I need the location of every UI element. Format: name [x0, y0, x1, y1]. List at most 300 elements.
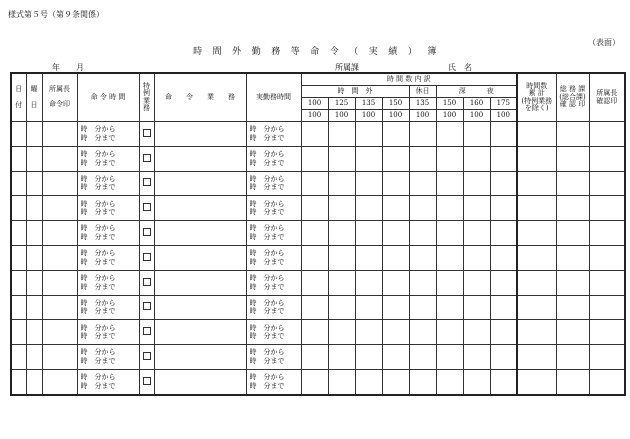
special-work-checkbox[interactable] [143, 129, 151, 137]
entry-cell[interactable] [589, 295, 625, 320]
entry-cell[interactable] [409, 345, 436, 370]
special-work-checkbox[interactable] [143, 154, 151, 162]
entry-cell[interactable] [490, 196, 517, 221]
time-from-label: 時 分から [249, 298, 285, 307]
entry-cell[interactable] [490, 320, 517, 345]
time-to-label: 時 分まで [249, 357, 285, 366]
order-time-cell[interactable] [77, 295, 139, 320]
time-from-label: 時 分から [80, 373, 116, 382]
table-row [11, 171, 625, 196]
entry-cell[interactable] [409, 146, 436, 171]
entry-cell[interactable] [154, 320, 246, 345]
overtime-header: 時 間 外 [301, 86, 409, 98]
entry-cell[interactable] [355, 369, 382, 394]
title-char: 時 [193, 47, 203, 57]
entry-cell[interactable] [490, 270, 517, 295]
time-to-label: 時 分まで [249, 282, 285, 291]
entry-cell[interactable] [26, 270, 42, 295]
form-number: 様式第５号（第９条関係） [8, 10, 104, 19]
title-char: （ [349, 47, 359, 57]
entry-cell[interactable] [301, 369, 328, 394]
table-row [11, 320, 625, 345]
entry-cell[interactable] [42, 196, 77, 221]
entry-cell[interactable] [556, 369, 589, 394]
time-from-label: 時 分から [249, 125, 285, 134]
actual-time-cell[interactable] [246, 245, 301, 270]
entry-cell[interactable] [463, 369, 490, 394]
entry-cell[interactable] [517, 320, 556, 345]
special-work-checkbox[interactable] [143, 178, 151, 186]
special-work-header [139, 73, 154, 122]
entry-cell[interactable] [589, 270, 625, 295]
time-to-label: 時 分まで [80, 183, 116, 192]
actual-time-cell[interactable] [246, 146, 301, 171]
entry-cell[interactable] [436, 270, 463, 295]
entry-cell[interactable] [301, 270, 328, 295]
entry-cell[interactable] [11, 270, 26, 295]
time-to-label: 時 分まで [80, 257, 116, 266]
entry-cell[interactable] [436, 146, 463, 171]
entry-cell[interactable] [42, 171, 77, 196]
entry-cell[interactable] [463, 270, 490, 295]
entry-cell[interactable] [556, 196, 589, 221]
entry-cell[interactable] [556, 171, 589, 196]
entry-cell[interactable] [355, 221, 382, 246]
entry-cell[interactable] [409, 171, 436, 196]
entry-cell[interactable] [42, 345, 77, 370]
entry-cell[interactable] [463, 171, 490, 196]
entry-cell[interactable] [490, 171, 517, 196]
time-to-label: 時 分まで [80, 357, 116, 366]
title-char: ） [407, 47, 418, 57]
rate-cell: 100 [463, 110, 490, 122]
entry-cell[interactable] [42, 295, 77, 320]
entry-cell[interactable] [382, 320, 409, 345]
order-time-cell[interactable] [77, 171, 139, 196]
entry-cell[interactable] [589, 320, 625, 345]
entry-cell[interactable] [409, 320, 436, 345]
entry-cell[interactable] [26, 122, 42, 147]
entry-cell[interactable] [463, 221, 490, 246]
entry-cell[interactable] [11, 295, 26, 320]
chief_confirm-line: 確認印 [596, 96, 618, 105]
entry-cell[interactable] [409, 295, 436, 320]
actual-time-cell[interactable] [246, 122, 301, 147]
order-time-cell[interactable] [77, 270, 139, 295]
entry-cell[interactable] [589, 146, 625, 171]
title-char: 実 [368, 47, 379, 57]
special-work-checkbox-cell[interactable] [139, 245, 154, 270]
entry-cell[interactable] [589, 345, 625, 370]
rate-cell: 135 [355, 98, 382, 110]
entry-cell[interactable] [382, 345, 409, 370]
entry-cell[interactable] [556, 122, 589, 147]
entry-cell[interactable] [556, 146, 589, 171]
general-line: 確 認 印 [559, 100, 586, 109]
table-row [11, 295, 625, 320]
entry-cell[interactable] [42, 320, 77, 345]
entry-cell[interactable] [355, 245, 382, 270]
entry-cell[interactable] [355, 196, 382, 221]
special-work-checkbox-cell[interactable] [139, 196, 154, 221]
entry-cell[interactable] [154, 295, 246, 320]
entry-cell[interactable] [409, 245, 436, 270]
entry-cell[interactable] [328, 122, 355, 147]
entry-cell[interactable] [490, 345, 517, 370]
entry-cell[interactable] [382, 295, 409, 320]
total-line: 時間数 [526, 81, 548, 90]
entry-cell[interactable] [490, 146, 517, 171]
chief-confirm-seal-header [589, 73, 625, 122]
entry-cell[interactable] [490, 245, 517, 270]
time-from-label: 時 分から [80, 149, 116, 158]
special-work-checkbox[interactable] [143, 203, 151, 211]
entry-cell[interactable] [26, 320, 42, 345]
order-time-cell[interactable] [77, 221, 139, 246]
actual-time-cell[interactable] [246, 196, 301, 221]
order-time-cell[interactable] [77, 320, 139, 345]
entry-cell[interactable] [301, 320, 328, 345]
entry-cell[interactable] [26, 345, 42, 370]
order-work-header: 命 令 業 務 [154, 73, 246, 122]
entry-cell[interactable] [556, 295, 589, 320]
time-to-label: 時 分まで [249, 158, 285, 167]
time-from-label: 時 分から [80, 125, 116, 134]
side-label: （表面） [588, 38, 620, 47]
entry-cell[interactable] [355, 295, 382, 320]
table-row [11, 245, 625, 270]
actual-time-cell[interactable] [246, 295, 301, 320]
special-work-checkbox[interactable] [143, 253, 151, 261]
time-to-label: 時 分まで [80, 381, 116, 390]
entry-cell[interactable] [517, 146, 556, 171]
entry-cell[interactable] [26, 221, 42, 246]
entry-cell[interactable] [26, 245, 42, 270]
actual-time-cell[interactable] [246, 320, 301, 345]
entry-cell[interactable] [154, 245, 246, 270]
entry-cell[interactable] [517, 295, 556, 320]
special-work-checkbox-cell[interactable] [139, 122, 154, 147]
month-label: 月 [76, 63, 84, 72]
special-work-checkbox-cell[interactable] [139, 221, 154, 246]
actual-time-cell[interactable] [246, 270, 301, 295]
entry-cell[interactable] [556, 345, 589, 370]
special-work-checkbox[interactable] [143, 327, 151, 335]
entry-cell[interactable] [589, 221, 625, 246]
order-time-header: 命 令 時 間 [77, 73, 139, 122]
special-work-checkbox[interactable] [143, 377, 151, 385]
day-of-week-header: 曜 日 [26, 73, 42, 122]
entry-cell[interactable] [154, 369, 246, 394]
entry-cell[interactable] [42, 221, 77, 246]
overtime-record-table [10, 72, 626, 396]
time-to-label: 時 分まで [249, 257, 285, 266]
time-from-label: 時 分から [80, 323, 116, 332]
entry-cell[interactable] [517, 196, 556, 221]
entry-cell[interactable] [382, 171, 409, 196]
entry-cell[interactable] [589, 369, 625, 394]
entry-cell[interactable] [42, 270, 77, 295]
entry-cell[interactable] [589, 171, 625, 196]
entry-cell[interactable] [355, 171, 382, 196]
entry-cell[interactable] [436, 345, 463, 370]
entry-cell[interactable] [328, 295, 355, 320]
time-from-label: 時 分から [249, 224, 285, 233]
time-to-label: 時 分まで [249, 208, 285, 217]
table-row [11, 196, 625, 221]
table-row [11, 270, 625, 295]
entry-cell[interactable] [556, 320, 589, 345]
rate-cell: 100 [436, 110, 463, 122]
rate-cell: 125 [328, 98, 355, 110]
entry-cell[interactable] [26, 146, 42, 171]
hours-breakdown-header: 時 間 数 内 訳 [301, 73, 517, 86]
rate-cell: 100 [355, 110, 382, 122]
entry-cell[interactable] [328, 369, 355, 394]
time-from-label: 時 分から [249, 373, 285, 382]
entry-cell[interactable] [328, 221, 355, 246]
title-char: 勤 [251, 47, 262, 57]
entry-cell[interactable] [382, 196, 409, 221]
cumulative-hours-header [517, 73, 556, 122]
entry-cell[interactable] [11, 146, 26, 171]
entry-cell[interactable] [556, 270, 589, 295]
entry-cell[interactable] [328, 320, 355, 345]
order-time-cell[interactable] [77, 122, 139, 147]
special-work-checkbox-cell[interactable] [139, 171, 154, 196]
table-row [11, 221, 625, 246]
special-work-checkbox[interactable] [143, 228, 151, 236]
entry-cell[interactable] [409, 369, 436, 394]
entry-cell[interactable] [328, 270, 355, 295]
entry-cell[interactable] [463, 122, 490, 147]
entry-cell[interactable] [11, 369, 26, 394]
time-to-label: 時 分まで [249, 133, 285, 142]
entry-cell[interactable] [355, 345, 382, 370]
entry-cell[interactable] [589, 196, 625, 221]
entry-cell[interactable] [436, 245, 463, 270]
entry-cell[interactable] [301, 122, 328, 147]
entry-cell[interactable] [154, 221, 246, 246]
entry-cell[interactable] [328, 196, 355, 221]
title-char: 間 [212, 47, 223, 57]
entry-cell[interactable] [517, 369, 556, 394]
year-label: 年 [52, 63, 60, 72]
entry-cell[interactable] [463, 196, 490, 221]
actual-time-cell[interactable] [246, 345, 301, 370]
rate-cell: 175 [490, 98, 517, 110]
entry-cell[interactable] [154, 171, 246, 196]
entry-cell[interactable] [154, 196, 246, 221]
actual-time-cell[interactable] [246, 221, 301, 246]
rate-cell: 100 [301, 110, 328, 122]
entry-cell[interactable] [517, 245, 556, 270]
dept-label: 所属課 [335, 63, 359, 72]
holiday-header: 休日 [409, 86, 436, 98]
time-to-label: 時 分まで [249, 233, 285, 242]
entry-cell[interactable] [301, 171, 328, 196]
table-row [11, 345, 625, 370]
rate-cell: 100 [328, 110, 355, 122]
time-from-label: 時 分から [249, 249, 285, 258]
time-from-label: 時 分から [249, 149, 285, 158]
entry-cell[interactable] [490, 221, 517, 246]
entry-cell[interactable] [42, 369, 77, 394]
total-line: 累 計 [528, 89, 545, 98]
entry-cell[interactable] [328, 171, 355, 196]
entry-cell[interactable] [490, 122, 517, 147]
entry-cell[interactable] [328, 146, 355, 171]
entry-cell[interactable] [517, 122, 556, 147]
special-work-checkbox-cell[interactable] [139, 270, 154, 295]
entry-cell[interactable] [463, 345, 490, 370]
title-char: 簿 [427, 47, 437, 57]
actual-time-cell[interactable] [246, 369, 301, 394]
order-time-cell[interactable] [77, 245, 139, 270]
entry-cell[interactable] [26, 295, 42, 320]
entry-cell[interactable] [463, 245, 490, 270]
total-line: (特例業務 [521, 96, 553, 105]
rate-cell: 100 [382, 110, 409, 122]
time-from-label: 時 分から [249, 323, 285, 332]
entry-cell[interactable] [11, 196, 26, 221]
time-to-label: 時 分まで [80, 233, 116, 242]
entry-cell[interactable] [436, 171, 463, 196]
table-row [11, 122, 625, 147]
entry-cell[interactable] [355, 270, 382, 295]
entry-cell[interactable] [517, 270, 556, 295]
entry-cell[interactable] [11, 221, 26, 246]
time-to-label: 時 分まで [80, 133, 116, 142]
entry-cell[interactable] [556, 245, 589, 270]
entry-cell[interactable] [42, 146, 77, 171]
date-header: 日 付 [11, 73, 26, 122]
entry-cell[interactable] [382, 221, 409, 246]
entry-cell[interactable] [11, 171, 26, 196]
entry-cell[interactable] [154, 122, 246, 147]
entry-cell[interactable] [436, 221, 463, 246]
rate-cell: 160 [463, 98, 490, 110]
entry-cell[interactable] [409, 122, 436, 147]
entry-cell[interactable] [517, 171, 556, 196]
entry-cell[interactable] [409, 196, 436, 221]
entry-cell[interactable] [42, 245, 77, 270]
special-work-checkbox-cell[interactable] [139, 320, 154, 345]
rate-cell: 150 [436, 98, 463, 110]
rate-cell: 100 [409, 110, 436, 122]
entry-cell[interactable] [11, 122, 26, 147]
entry-cell[interactable] [11, 345, 26, 370]
entry-cell[interactable] [301, 345, 328, 370]
entry-cell[interactable] [382, 146, 409, 171]
title-char: 令 [329, 47, 340, 57]
entry-cell[interactable] [42, 122, 77, 147]
entry-cell[interactable] [301, 146, 328, 171]
entry-cell[interactable] [463, 295, 490, 320]
entry-cell[interactable] [301, 245, 328, 270]
special-work-checkbox-cell[interactable] [139, 369, 154, 394]
entry-cell[interactable] [328, 345, 355, 370]
entry-cell[interactable] [490, 295, 517, 320]
entry-cell[interactable] [382, 369, 409, 394]
order-time-cell[interactable] [77, 369, 139, 394]
entry-cell[interactable] [490, 369, 517, 394]
entry-cell[interactable] [26, 196, 42, 221]
rate-cell: 135 [409, 98, 436, 110]
title-char: 命 [310, 47, 320, 57]
entry-cell[interactable] [154, 146, 246, 171]
entry-cell[interactable] [436, 122, 463, 147]
entry-cell[interactable] [26, 369, 42, 394]
special-work-checkbox[interactable] [143, 302, 151, 310]
time-to-label: 時 分まで [249, 307, 285, 316]
special-work-checkbox-cell[interactable] [139, 345, 154, 370]
entry-cell[interactable] [463, 146, 490, 171]
entry-cell[interactable] [301, 295, 328, 320]
order-time-cell[interactable] [77, 345, 139, 370]
entry-cell[interactable] [355, 320, 382, 345]
special-work-checkbox[interactable] [143, 278, 151, 286]
actual-time-cell[interactable] [246, 171, 301, 196]
table-row [11, 369, 625, 394]
general-line: 総 務 課 [559, 85, 586, 94]
order-time-cell[interactable] [77, 146, 139, 171]
title-char: 外 [232, 47, 242, 57]
entry-cell[interactable] [382, 245, 409, 270]
entry-cell[interactable] [11, 245, 26, 270]
order-time-cell[interactable] [77, 196, 139, 221]
chief-order-seal-header: 所属長 命令印 [42, 73, 77, 122]
entry-cell[interactable] [436, 369, 463, 394]
entry-cell[interactable] [301, 221, 328, 246]
entry-cell[interactable] [409, 221, 436, 246]
entry-cell[interactable] [436, 196, 463, 221]
entry-cell[interactable] [328, 245, 355, 270]
entry-cell[interactable] [436, 320, 463, 345]
entry-cell[interactable] [409, 270, 436, 295]
entry-cell[interactable] [589, 245, 625, 270]
entry-cell[interactable] [589, 122, 625, 147]
entry-cell[interactable] [154, 345, 246, 370]
special-work-checkbox[interactable] [143, 352, 151, 360]
special-line: 特 [143, 81, 150, 90]
time-to-label: 時 分まで [249, 183, 285, 192]
special-line: 業 [143, 96, 150, 105]
entry-cell[interactable] [463, 320, 490, 345]
entry-cell[interactable] [517, 345, 556, 370]
time-from-label: 時 分から [80, 298, 116, 307]
entry-cell[interactable] [154, 270, 246, 295]
entry-cell[interactable] [11, 320, 26, 345]
actual-work-time-header: 実勤務時間 [246, 73, 301, 122]
entry-cell[interactable] [301, 196, 328, 221]
entry-cell[interactable] [355, 146, 382, 171]
entry-cell[interactable] [382, 270, 409, 295]
entry-cell[interactable] [436, 295, 463, 320]
special-work-checkbox-cell[interactable] [139, 295, 154, 320]
night-header: 深 夜 [436, 86, 517, 98]
time-to-label: 時 分まで [249, 332, 285, 341]
special-work-checkbox-cell[interactable] [139, 146, 154, 171]
time-from-label: 時 分から [80, 224, 116, 233]
form-title [0, 44, 630, 57]
entry-cell[interactable] [517, 221, 556, 246]
entry-cell[interactable] [556, 221, 589, 246]
entry-cell[interactable] [355, 122, 382, 147]
entry-cell[interactable] [26, 171, 42, 196]
entry-cell[interactable] [382, 122, 409, 147]
time-to-label: 時 分まで [80, 332, 116, 341]
